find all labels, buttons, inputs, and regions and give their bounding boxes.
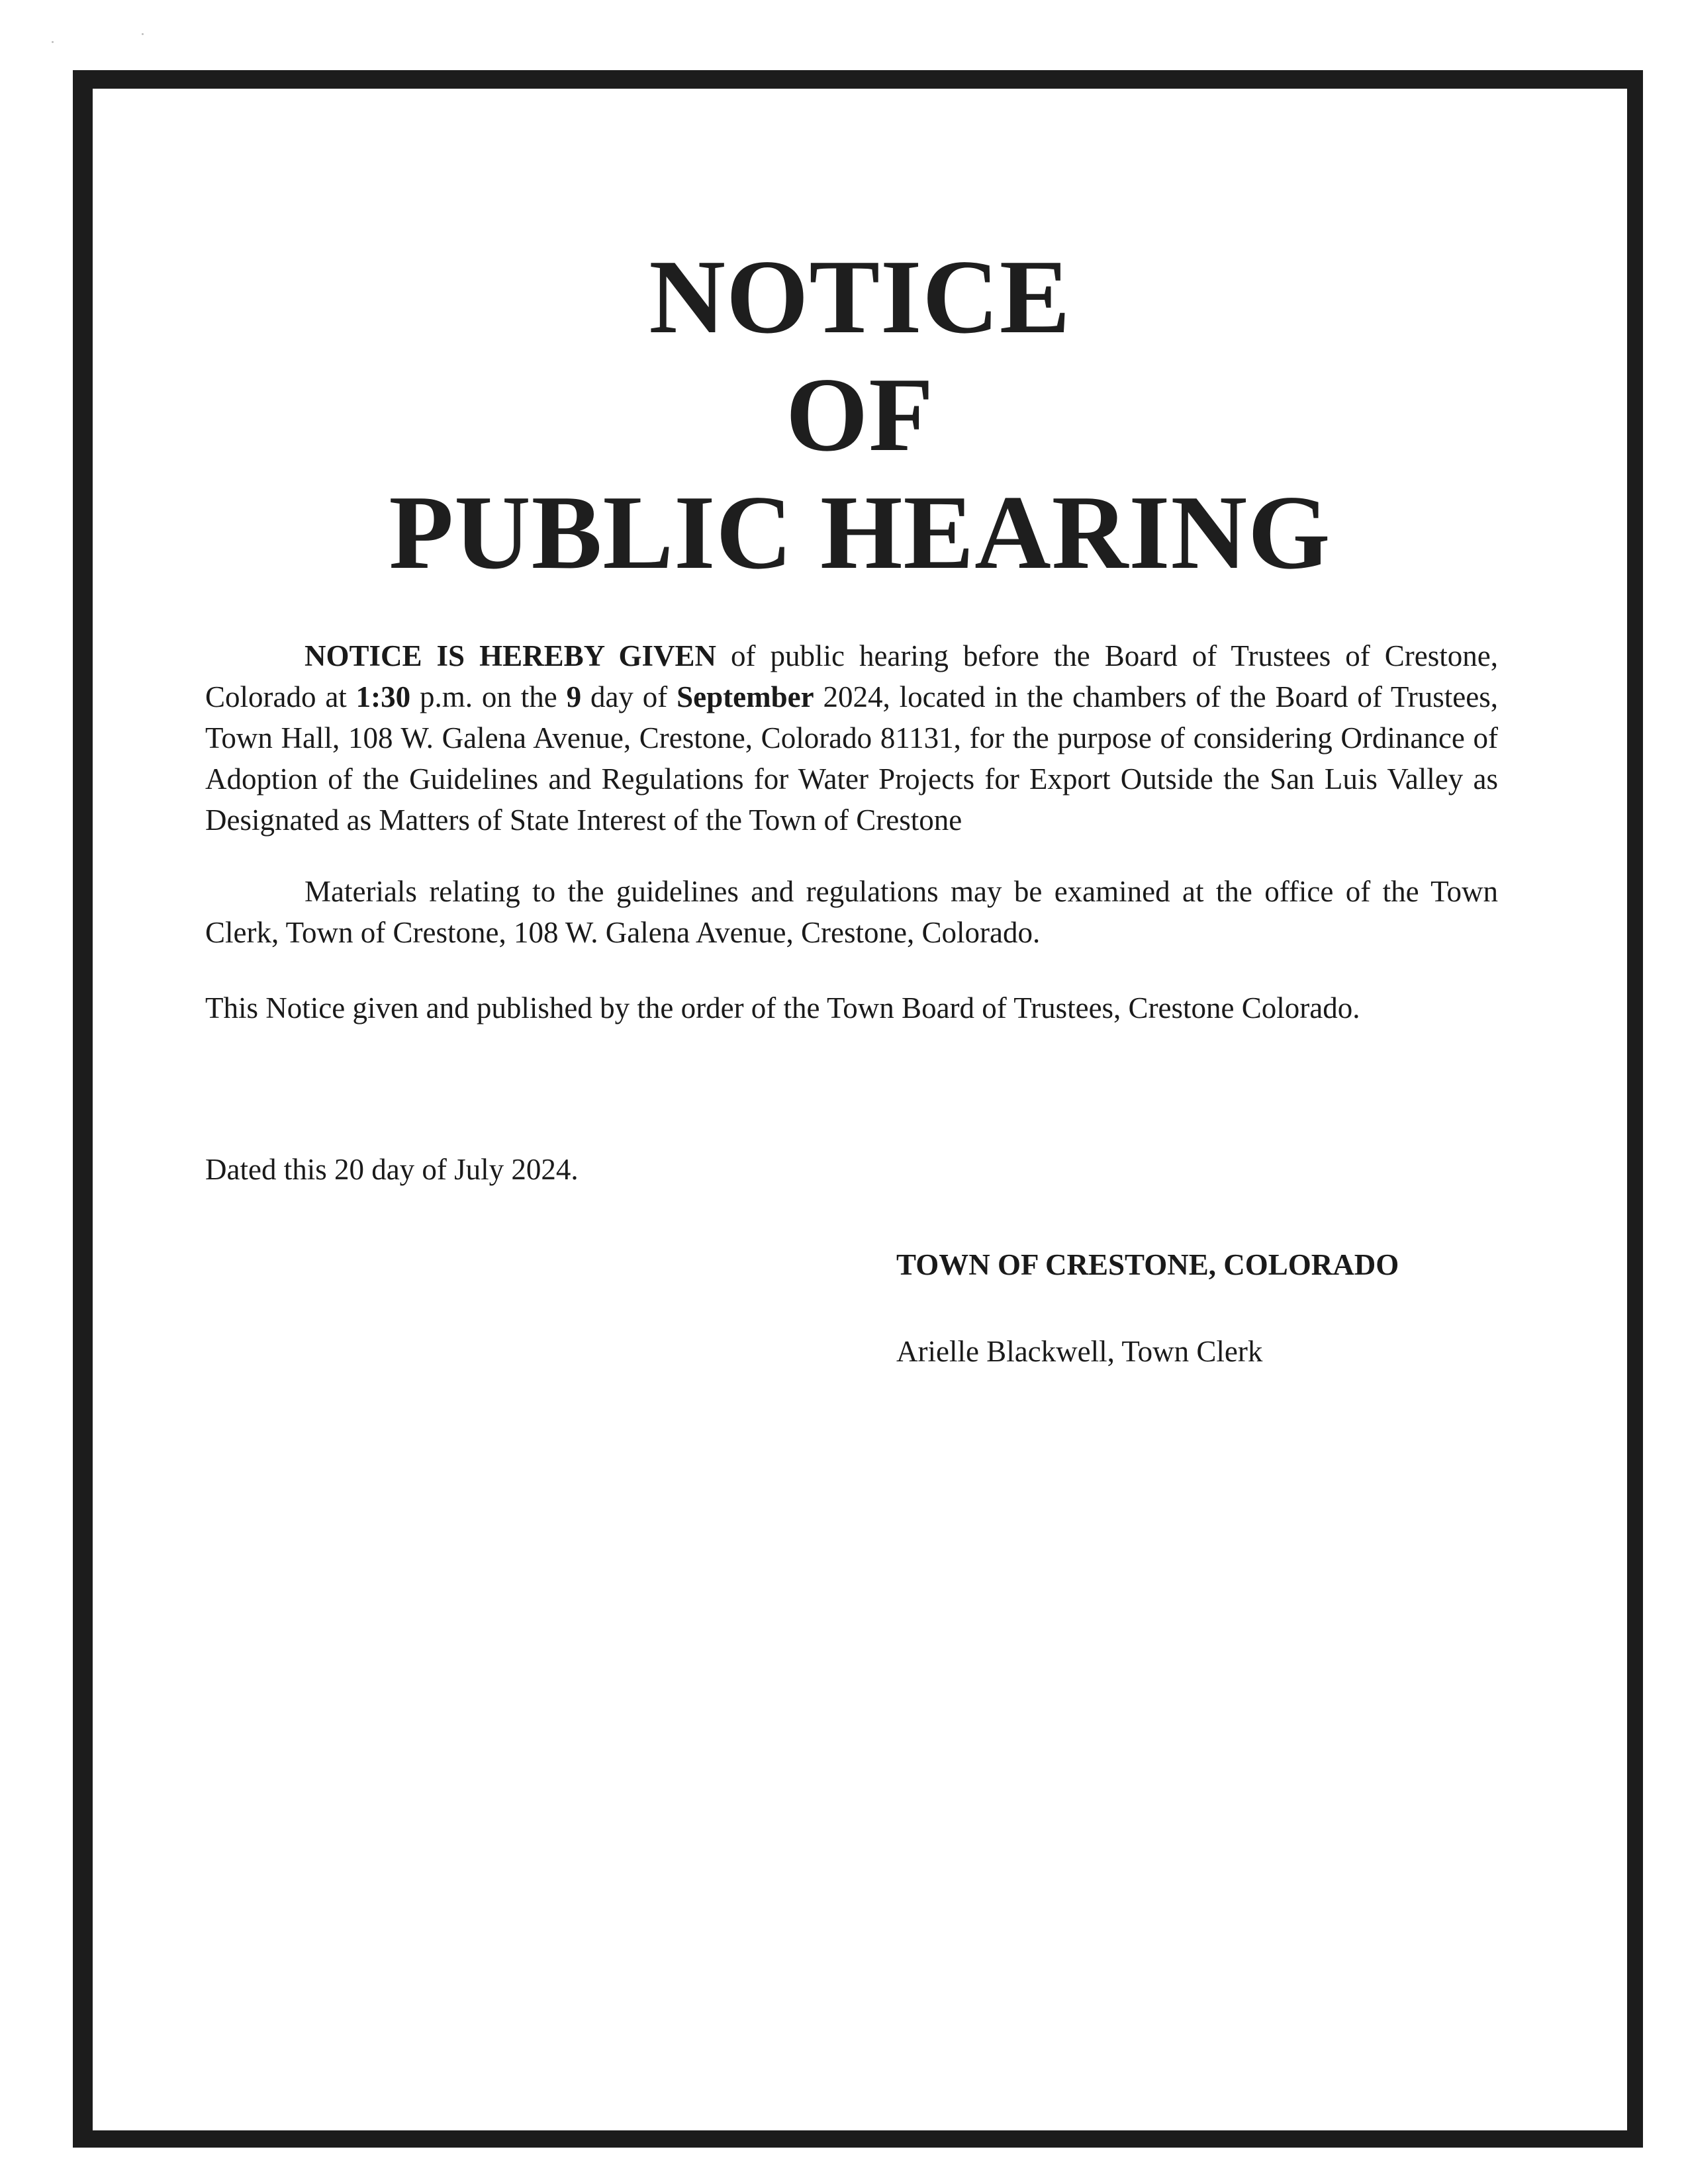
publication-paragraph: This Notice given and published by the order of the Town Board of Trustees, Crestone Colorado. (205, 991, 1360, 1024)
hearing-notice-paragraph (205, 635, 1498, 841)
dated-line: Dated this 20 day of July 2024. (205, 1153, 579, 1186)
notice-border-frame (73, 70, 1643, 2148)
hearing-time: 1:30 (355, 680, 411, 713)
notice-text-d: 2024, located in the chambers of the Board of Trustees, Town Hall, 108 W. Galena Avenue, Crestone, Colorado 81131, for the purpose of considering Ordinance of Adoption of the Guidelines and Regulations for Water Projects for Export Outside the San Luis Valley as Designated as Matters of State Interest of the Town of Crestone (205, 680, 1498, 837)
title-line-notice: NOTICE (649, 238, 1071, 355)
notice-text-c: day of (581, 680, 677, 713)
hearing-month: September (677, 680, 814, 713)
notice-text-b: p.m. on the (410, 680, 567, 713)
scan-speck (142, 33, 144, 35)
notice-title (93, 238, 1627, 591)
notice-text-a: of public hearing before the Board of Trustees of Crestone, Colorado at (205, 639, 1498, 713)
signature-organization: TOWN OF CRESTONE, COLORADO (896, 1248, 1399, 1281)
notice-lead: NOTICE IS HEREBY GIVEN (305, 639, 716, 672)
title-line-of: OF (785, 355, 935, 473)
title-line-public-hearing: PUBLIC HEARING (389, 473, 1331, 591)
scan-speck (52, 41, 54, 43)
signature-name: Arielle Blackwell, Town Clerk (896, 1335, 1263, 1368)
materials-paragraph: Materials relating to the guidelines and regulations may be examined at the office of the Town Clerk, Town of Crestone, 108 W. Galena Avenue, Crestone, Colorado. (205, 875, 1498, 949)
hearing-day: 9 (566, 680, 582, 713)
